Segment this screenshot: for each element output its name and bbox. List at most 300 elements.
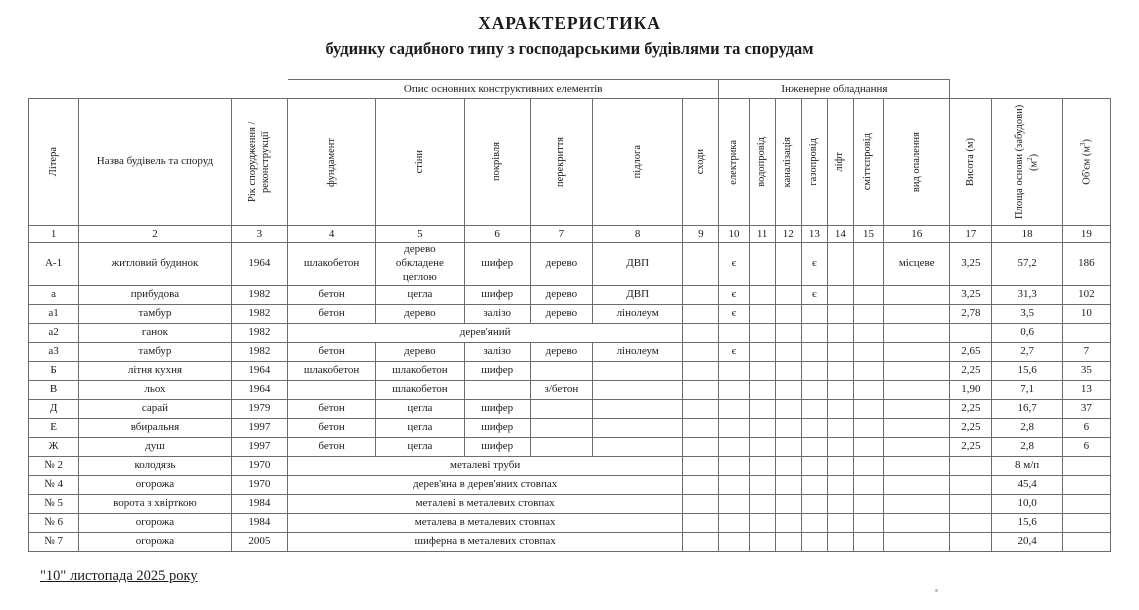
col-header-water: [749, 99, 775, 226]
cell-year: 1982: [231, 286, 287, 305]
cell-year: 1964: [231, 381, 287, 400]
table-row: [29, 343, 1111, 362]
table-row: [29, 286, 1111, 305]
cell-area: 2,7: [992, 343, 1062, 362]
cell-water: [749, 457, 775, 476]
cell-height: 2,25: [950, 438, 992, 457]
col-num-1: 1: [29, 226, 79, 243]
cell-gas: [801, 343, 827, 362]
col-num-5: 5: [376, 226, 464, 243]
cell-gas: [801, 400, 827, 419]
cell-ceiling: з/бетон: [530, 381, 592, 400]
cell-gas: є: [801, 286, 827, 305]
cell-chute: [853, 362, 883, 381]
cell-sewerage: [775, 457, 801, 476]
cell-heating: [884, 457, 950, 476]
cell-stairs: [683, 381, 719, 400]
group-header-engineering: Інженерне обладнання: [719, 80, 950, 99]
cell-ceiling: [530, 438, 592, 457]
cell-sewerage: [775, 514, 801, 533]
group-gap-left: [29, 80, 79, 99]
group-header-constructive: Опис основних конструктивних елементів: [287, 80, 719, 99]
col-header-heating-label: вид опалення: [910, 131, 922, 193]
cell-heating: [884, 343, 950, 362]
cell-floor: лінолеум: [593, 343, 683, 362]
cell-chute: [853, 514, 883, 533]
cell-electricity: [719, 419, 749, 438]
table-row: [29, 324, 1111, 343]
cell-area: 3,5: [992, 305, 1062, 324]
cell-water: [749, 533, 775, 552]
cell-volume: 37: [1062, 400, 1110, 419]
cell-foundation: бетон: [287, 343, 375, 362]
cell-name: тамбур: [79, 305, 232, 324]
cell-stairs: [683, 514, 719, 533]
cell-gas: [801, 533, 827, 552]
cell-gas: [801, 457, 827, 476]
col-header-height: [950, 99, 992, 226]
col-header-electricity: [719, 99, 749, 226]
cell-electricity: є: [719, 286, 749, 305]
page-speck: [935, 589, 938, 592]
col-num-17: 17: [950, 226, 992, 243]
cell-ceiling: дерево: [530, 305, 592, 324]
cell-year: 2005: [231, 533, 287, 552]
cell-name: літня кухня: [79, 362, 232, 381]
table-row: [29, 476, 1111, 495]
table-group-header-row: [29, 80, 1111, 99]
cell-volume: [1062, 495, 1110, 514]
table-row: [29, 514, 1111, 533]
cell-heating: [884, 533, 950, 552]
table-row: [29, 457, 1111, 476]
footer-date: "10" листопада 2025 року: [40, 568, 198, 584]
cell-floor: ДВП: [593, 286, 683, 305]
cell-height: 2,25: [950, 362, 992, 381]
group-gap-right-1: [950, 80, 992, 99]
cell-floor: [593, 438, 683, 457]
cell-chute: [853, 381, 883, 400]
col-num-4: 4: [287, 226, 375, 243]
cell-gas: [801, 438, 827, 457]
cell-sewerage: [775, 533, 801, 552]
cell-heating: [884, 305, 950, 324]
col-header-name: [79, 99, 232, 226]
col-num-16: 16: [884, 226, 950, 243]
cell-letter: В: [29, 381, 79, 400]
cell-chute: [853, 457, 883, 476]
cell-water: [749, 324, 775, 343]
cell-volume: 6: [1062, 419, 1110, 438]
col-num-19: 19: [1062, 226, 1110, 243]
cell-name: ганок: [79, 324, 232, 343]
cell-sewerage: [775, 438, 801, 457]
cell-volume: 6: [1062, 438, 1110, 457]
col-header-foundation: [287, 99, 375, 226]
cell-heating: [884, 495, 950, 514]
cell-construction-span: металева в металевих стовпах: [287, 514, 682, 533]
cell-gas: [801, 324, 827, 343]
cell-stairs: [683, 243, 719, 286]
cell-area: 2,8: [992, 419, 1062, 438]
cell-sewerage: [775, 286, 801, 305]
group-gap-right-2: [992, 80, 1062, 99]
cell-construction-span: шиферна в металевих стовпах: [287, 533, 682, 552]
cell-lift: [827, 438, 853, 457]
col-header-name-label: Назва будівель та споруд: [96, 155, 214, 168]
cell-chute: [853, 438, 883, 457]
cell-water: [749, 286, 775, 305]
cell-gas: [801, 514, 827, 533]
cell-lift: [827, 457, 853, 476]
cell-year: 1984: [231, 514, 287, 533]
cell-name: житловий будинок: [79, 243, 232, 286]
cell-chute: [853, 419, 883, 438]
cell-letter: а: [29, 286, 79, 305]
col-num-3: 3: [231, 226, 287, 243]
cell-lift: [827, 305, 853, 324]
table-row: [29, 533, 1111, 552]
cell-height: [950, 495, 992, 514]
cell-stairs: [683, 343, 719, 362]
col-header-electricity-label: електрика: [728, 139, 739, 185]
cell-gas: [801, 476, 827, 495]
cell-name: тамбур: [79, 343, 232, 362]
cell-gas: [801, 305, 827, 324]
cell-water: [749, 305, 775, 324]
cell-walls: шлакобетон: [376, 381, 464, 400]
cell-ceiling: [530, 362, 592, 381]
table-row: [29, 243, 1111, 286]
cell-heating: [884, 286, 950, 305]
cell-water: [749, 243, 775, 286]
cell-heating: [884, 514, 950, 533]
cell-stairs: [683, 419, 719, 438]
cell-year: 1964: [231, 362, 287, 381]
cell-chute: [853, 495, 883, 514]
cell-height: [950, 457, 992, 476]
cell-volume: 35: [1062, 362, 1110, 381]
col-header-chute: [853, 99, 883, 226]
cell-lift: [827, 286, 853, 305]
cell-letter: № 4: [29, 476, 79, 495]
cell-name: ворота з хвірткою: [79, 495, 232, 514]
cell-electricity: [719, 514, 749, 533]
table-row: [29, 305, 1111, 324]
cell-year: 1979: [231, 400, 287, 419]
cell-year: 1970: [231, 457, 287, 476]
cell-height: 2,25: [950, 419, 992, 438]
cell-height: 2,25: [950, 400, 992, 419]
cell-area: 20,4: [992, 533, 1062, 552]
cell-heating: [884, 381, 950, 400]
cell-lift: [827, 533, 853, 552]
cell-construction-span: дерев'яний: [287, 324, 682, 343]
cell-stairs: [683, 438, 719, 457]
cell-water: [749, 495, 775, 514]
cell-heating: [884, 476, 950, 495]
cell-electricity: [719, 457, 749, 476]
cell-walls: шлакобетон: [376, 362, 464, 381]
cell-construction-span: металеві труби: [287, 457, 682, 476]
cell-lift: [827, 400, 853, 419]
cell-walls: цегла: [376, 400, 464, 419]
cell-lift: [827, 514, 853, 533]
cell-area: 10,0: [992, 495, 1062, 514]
col-num-11: 11: [749, 226, 775, 243]
cell-floor: [593, 362, 683, 381]
cell-stairs: [683, 400, 719, 419]
col-header-height-label: Висота (м): [964, 137, 976, 187]
cell-letter: № 2: [29, 457, 79, 476]
cell-water: [749, 476, 775, 495]
cell-name: колодязь: [79, 457, 232, 476]
group-gap-left-2: [79, 80, 232, 99]
cell-gas: [801, 381, 827, 400]
cell-volume: 7: [1062, 343, 1110, 362]
cell-chute: [853, 243, 883, 286]
cell-electricity: [719, 476, 749, 495]
col-num-18: 18: [992, 226, 1062, 243]
cell-height: 2,78: [950, 305, 992, 324]
cell-volume: [1062, 457, 1110, 476]
cell-height: [950, 533, 992, 552]
cell-chute: [853, 343, 883, 362]
col-num-2: 2: [79, 226, 232, 243]
cell-roof: шифер: [464, 438, 530, 457]
col-num-7: 7: [530, 226, 592, 243]
cell-foundation: [287, 381, 375, 400]
cell-walls: цегла: [376, 286, 464, 305]
group-gap-right-3: [1062, 80, 1110, 99]
cell-sewerage: [775, 400, 801, 419]
col-header-area: [992, 99, 1062, 226]
cell-chute: [853, 476, 883, 495]
col-num-15: 15: [853, 226, 883, 243]
cell-chute: [853, 286, 883, 305]
cell-foundation: шлакобетон: [287, 362, 375, 381]
cell-lift: [827, 381, 853, 400]
cell-ceiling: дерево: [530, 343, 592, 362]
cell-heating: [884, 438, 950, 457]
cell-area: 8 м/п: [992, 457, 1062, 476]
cell-name: сарай: [79, 400, 232, 419]
table-row: [29, 400, 1111, 419]
cell-electricity: [719, 533, 749, 552]
col-header-chute-label: сміттєпровід: [862, 133, 874, 191]
cell-letter: Е: [29, 419, 79, 438]
cell-area: 57,2: [992, 243, 1062, 286]
cell-walls: дерево обкладене цеглою: [376, 243, 464, 286]
cell-foundation: шлакобетон: [287, 243, 375, 286]
cell-volume: 10: [1062, 305, 1110, 324]
cell-area: 15,6: [992, 362, 1062, 381]
page-title: ХАРАКТЕРИСТИКА: [478, 13, 661, 33]
col-header-gas-label: газопровід: [808, 138, 820, 186]
cell-name: душ: [79, 438, 232, 457]
cell-lift: [827, 419, 853, 438]
cell-height: [950, 476, 992, 495]
cell-sewerage: [775, 243, 801, 286]
cell-water: [749, 438, 775, 457]
col-header-volume: [1062, 99, 1110, 226]
cell-electricity: [719, 400, 749, 419]
cell-water: [749, 343, 775, 362]
cell-height: [950, 514, 992, 533]
cell-electricity: [719, 495, 749, 514]
cell-sewerage: [775, 305, 801, 324]
cell-stairs: [683, 324, 719, 343]
cell-walls: цегла: [376, 419, 464, 438]
cell-roof: шифер: [464, 419, 530, 438]
cell-letter: а3: [29, 343, 79, 362]
cell-volume: 13: [1062, 381, 1110, 400]
cell-year: 1982: [231, 305, 287, 324]
cell-lift: [827, 362, 853, 381]
cell-volume: [1062, 476, 1110, 495]
cell-volume: [1062, 514, 1110, 533]
cell-chute: [853, 305, 883, 324]
cell-area: 16,7: [992, 400, 1062, 419]
cell-electricity: є: [719, 243, 749, 286]
cell-volume: 102: [1062, 286, 1110, 305]
cell-lift: [827, 243, 853, 286]
cell-area: 31,3: [992, 286, 1062, 305]
cell-roof: [464, 381, 530, 400]
cell-sewerage: [775, 495, 801, 514]
cell-ceiling: [530, 419, 592, 438]
cell-foundation: бетон: [287, 305, 375, 324]
cell-electricity: є: [719, 343, 749, 362]
group-gap-left-3: [231, 80, 287, 99]
col-header-letter: [29, 99, 79, 226]
table-row: [29, 381, 1111, 400]
cell-heating: [884, 400, 950, 419]
cell-electricity: є: [719, 305, 749, 324]
cell-name: льох: [79, 381, 232, 400]
cell-height: 3,25: [950, 286, 992, 305]
cell-volume: [1062, 324, 1110, 343]
cell-letter: № 7: [29, 533, 79, 552]
cell-electricity: [719, 362, 749, 381]
col-header-volume-label: Об'єм $(м^3)$: [1079, 139, 1093, 185]
page-subtitle: будинку садибного типу з господарськими будівлями та спорудам: [325, 38, 814, 58]
cell-foundation: бетон: [287, 286, 375, 305]
cell-stairs: [683, 362, 719, 381]
cell-name: огорожа: [79, 476, 232, 495]
cell-floor: [593, 381, 683, 400]
cell-sewerage: [775, 343, 801, 362]
cell-stairs: [683, 533, 719, 552]
col-header-floor: [593, 99, 683, 226]
col-num-13: 13: [801, 226, 827, 243]
col-num-8: 8: [593, 226, 683, 243]
col-num-6: 6: [464, 226, 530, 243]
cell-gas: є: [801, 243, 827, 286]
cell-electricity: [719, 438, 749, 457]
cell-gas: [801, 419, 827, 438]
title-block: [0, 0, 1139, 60]
cell-year: 1997: [231, 419, 287, 438]
cell-water: [749, 419, 775, 438]
cell-stairs: [683, 457, 719, 476]
cell-sewerage: [775, 476, 801, 495]
cell-year: 1970: [231, 476, 287, 495]
cell-construction-span: металеві в металевих стовпах: [287, 495, 682, 514]
cell-foundation: бетон: [287, 419, 375, 438]
col-header-roof: [464, 99, 530, 226]
cell-year: 1964: [231, 243, 287, 286]
col-header-year-label: Рік спорудження / реконструкції: [247, 121, 272, 203]
cell-lift: [827, 343, 853, 362]
table-row: [29, 438, 1111, 457]
col-header-year: [231, 99, 287, 226]
cell-heating: [884, 324, 950, 343]
col-num-10: 10: [719, 226, 749, 243]
cell-height: [950, 324, 992, 343]
cell-electricity: [719, 381, 749, 400]
col-header-stairs: [683, 99, 719, 226]
col-num-12: 12: [775, 226, 801, 243]
col-header-heating: [884, 99, 950, 226]
cell-volume: [1062, 533, 1110, 552]
cell-walls: дерево: [376, 343, 464, 362]
cell-roof: шифер: [464, 286, 530, 305]
table-row: [29, 419, 1111, 438]
cell-year: 1984: [231, 495, 287, 514]
cell-ceiling: дерево: [530, 243, 592, 286]
cell-roof: шифер: [464, 243, 530, 286]
cell-heating: місцеве: [884, 243, 950, 286]
cell-stairs: [683, 476, 719, 495]
col-header-ceiling-label: перекриття: [555, 136, 567, 188]
col-header-sewerage: [775, 99, 801, 226]
cell-gas: [801, 495, 827, 514]
col-header-water-label: водопровід: [756, 137, 768, 187]
cell-sewerage: [775, 362, 801, 381]
cell-roof: залізо: [464, 343, 530, 362]
cell-year: 1982: [231, 324, 287, 343]
cell-heating: [884, 362, 950, 381]
col-header-roof-label: покрівля: [491, 142, 503, 182]
cell-name: вбиральня: [79, 419, 232, 438]
cell-ceiling: дерево: [530, 286, 592, 305]
col-header-ceiling: [530, 99, 592, 226]
cell-height: 3,25: [950, 243, 992, 286]
col-num-9: 9: [683, 226, 719, 243]
cell-foundation: бетон: [287, 400, 375, 419]
cell-construction-span: дерев'яна в дерев'яних стовпах: [287, 476, 682, 495]
cell-name: огорожа: [79, 533, 232, 552]
cell-roof: шифер: [464, 362, 530, 381]
cell-letter: № 5: [29, 495, 79, 514]
cell-area: 0,6: [992, 324, 1062, 343]
col-header-floor-label: підлога: [631, 145, 643, 179]
cell-chute: [853, 400, 883, 419]
cell-area: 7,1: [992, 381, 1062, 400]
cell-letter: а2: [29, 324, 79, 343]
col-header-walls: [376, 99, 464, 226]
cell-stairs: [683, 305, 719, 324]
cell-letter: а1: [29, 305, 79, 324]
cell-floor: [593, 419, 683, 438]
cell-heating: [884, 419, 950, 438]
col-header-foundation-label: фундамент: [325, 137, 337, 187]
cell-chute: [853, 533, 883, 552]
cell-height: 2,65: [950, 343, 992, 362]
cell-water: [749, 400, 775, 419]
cell-lift: [827, 324, 853, 343]
